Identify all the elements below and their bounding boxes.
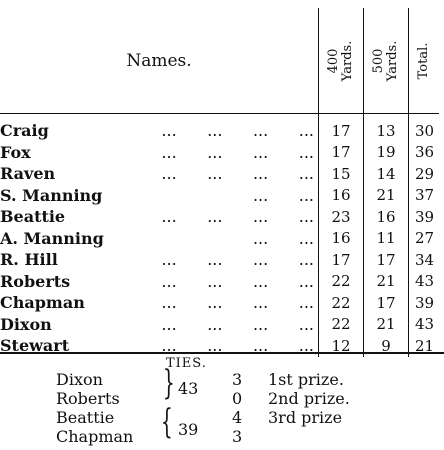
score-500-cell: 19	[364, 142, 409, 164]
total-cell: 30	[409, 114, 440, 142]
name-cell	[0, 206, 319, 228]
table-row	[0, 206, 439, 228]
score-400-cell: 15	[319, 163, 364, 185]
leader-dots: ... ... ... ...	[161, 314, 314, 334]
leader-dots: ... ...	[252, 228, 314, 248]
score-500-cell: 21	[364, 271, 409, 293]
score-400-cell: 22	[319, 271, 364, 293]
tie-prize: 1st prize.	[268, 370, 344, 389]
brace: }	[162, 363, 175, 403]
name-cell	[0, 163, 319, 185]
shooter-name: Roberts	[0, 271, 71, 291]
shooter-name: Stewart	[0, 336, 70, 356]
score-400-cell: 12	[319, 335, 364, 357]
name-cell	[0, 114, 319, 142]
name-cell	[0, 271, 319, 293]
table-row	[0, 163, 439, 185]
tie-name: Roberts	[56, 389, 120, 408]
tie-score: 39	[178, 420, 199, 439]
tie-points: 3	[232, 370, 243, 389]
total-cell: 43	[409, 314, 440, 336]
total-header	[409, 8, 440, 114]
header-row	[0, 8, 439, 114]
col-400-header	[319, 8, 364, 114]
score-500-cell: 21	[364, 185, 409, 207]
total-cell: 21	[409, 335, 440, 357]
leader-dots: ... ... ... ...	[161, 293, 314, 313]
table-row	[0, 271, 439, 293]
ties-title: TIES.	[166, 356, 207, 371]
col-500-label: 500 Yards.	[371, 40, 400, 81]
table-row	[0, 142, 439, 164]
score-500-cell: 13	[364, 114, 409, 142]
score-500-cell: 9	[364, 335, 409, 357]
score-500-cell: 17	[364, 292, 409, 314]
score-400-cell: 22	[319, 292, 364, 314]
total-cell: 27	[409, 228, 440, 250]
score-400-cell: 17	[319, 114, 364, 142]
separator-line	[0, 352, 444, 354]
total-cell: 34	[409, 249, 440, 271]
score-400-cell: 22	[319, 314, 364, 336]
table-row	[0, 228, 439, 250]
tie-points: 4	[232, 408, 243, 427]
total-cell: 37	[409, 185, 440, 207]
total-label: Total.	[416, 42, 431, 79]
total-cell: 39	[409, 292, 440, 314]
score-500-cell: 14	[364, 163, 409, 185]
tie-points: 3	[232, 427, 243, 446]
tie-prize: 2nd prize.	[268, 389, 350, 408]
names-header: Names.	[126, 50, 192, 71]
shooter-name: A. Manning	[0, 228, 104, 248]
tie-name: Dixon	[56, 370, 103, 389]
tie-name: Beattie	[56, 408, 115, 427]
shooter-name: Chapman	[0, 293, 85, 313]
shooter-name: Craig	[0, 121, 49, 141]
col-500-header	[364, 8, 409, 114]
leader-dots: ... ... ... ...	[161, 336, 314, 356]
shooter-name: Raven	[0, 164, 56, 184]
leader-dots: ... ... ... ...	[161, 142, 314, 162]
tie-name: Chapman	[56, 427, 134, 446]
name-cell	[0, 228, 319, 250]
leader-dots: ... ... ... ...	[161, 271, 314, 291]
table-row	[0, 114, 439, 142]
name-cell	[0, 185, 319, 207]
score-400-cell: 16	[319, 228, 364, 250]
shooter-name: R. Hill	[0, 250, 58, 270]
tie-points: 0	[232, 389, 243, 408]
total-cell: 43	[409, 271, 440, 293]
total-cell: 29	[409, 163, 440, 185]
shooter-name: Fox	[0, 142, 31, 162]
leader-dots: ... ... ... ...	[161, 121, 314, 141]
name-cell	[0, 249, 319, 271]
scores-table	[0, 8, 439, 357]
total-cell: 39	[409, 206, 440, 228]
brace: {	[160, 402, 173, 442]
total-cell: 36	[409, 142, 440, 164]
leader-dots: ... ... ... ...	[161, 207, 314, 227]
shooter-name: S. Manning	[0, 185, 103, 205]
table-row	[0, 249, 439, 271]
name-cell	[0, 142, 319, 164]
table-row	[0, 185, 439, 207]
shooter-name: Beattie	[0, 207, 66, 227]
leader-dots: ... ...	[252, 185, 314, 205]
shooter-name: Dixon	[0, 314, 52, 334]
score-500-cell: 21	[364, 314, 409, 336]
leader-dots: ... ... ... ...	[161, 250, 314, 270]
score-400-cell: 17	[319, 249, 364, 271]
tie-score: 43	[178, 379, 199, 398]
score-400-cell: 23	[319, 206, 364, 228]
tie-prize: 3rd prize	[268, 408, 343, 427]
score-500-cell: 16	[364, 206, 409, 228]
score-400-cell: 16	[319, 185, 364, 207]
score-400-cell: 17	[319, 142, 364, 164]
score-500-cell: 17	[364, 249, 409, 271]
table-row	[0, 314, 439, 336]
name-cell	[0, 314, 319, 336]
table-row	[0, 292, 439, 314]
col-400-label: 400 Yards.	[326, 40, 355, 81]
leader-dots: ... ... ... ...	[161, 164, 314, 184]
name-cell	[0, 292, 319, 314]
score-500-cell: 11	[364, 228, 409, 250]
